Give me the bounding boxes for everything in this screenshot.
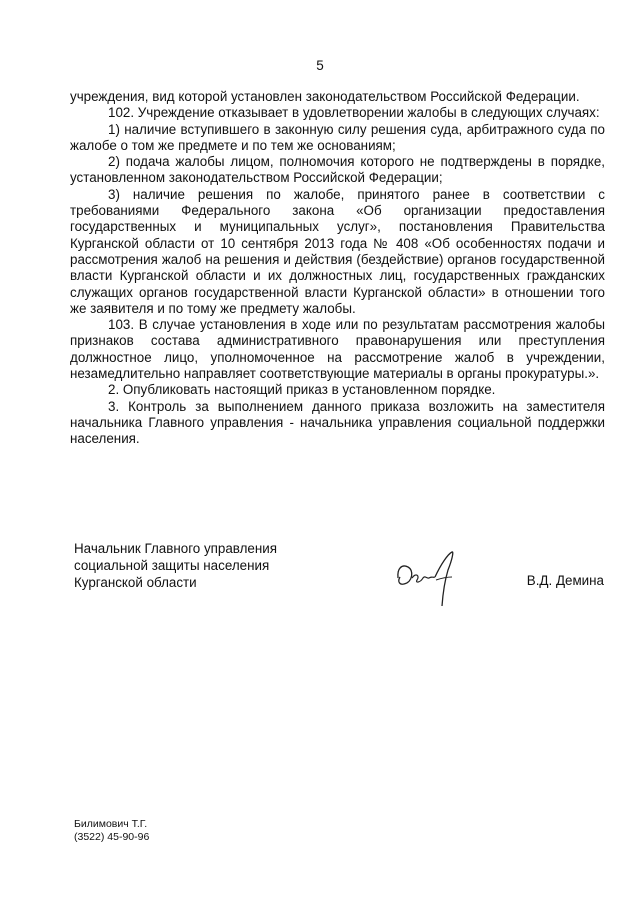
- document-body: [70, 89, 605, 448]
- paragraph: 3) наличие решения по жалобе, принятого ранее в соответствии с требованиями Федерального закона «Об организации предоставления государственных и муниципальных услуг», постановления Правительства Курганской области от 10 сентября 2013 года № 408 «Об особенностях подачи и рассмотрения жалоб на решения и действия (бездействие) органов государственной власти Курганской области и их должностных лиц, государственных гражданских служащих органов государственной власти Курганской области» в отношении того же заявителя и по тому же предмету жалобы.: [70, 186, 605, 316]
- page-number: 5: [316, 58, 324, 73]
- executor-info: [74, 818, 149, 844]
- paragraph: 3. Контроль за выполнением данного приказа возложить на заместителя начальника Главного управления - начальника управления социальной поддержки населения.: [70, 398, 605, 447]
- paragraph: 102. Учреждение отказывает в удовлетворении жалобы в следующих случаях:: [108, 105, 600, 121]
- paragraph: 2) подача жалобы лицом, полномочия которого не подтверждены в порядке, установленном законодательством Российской Федерации;: [70, 154, 605, 186]
- signatory-position: [74, 540, 277, 591]
- signatory-position-line: Курганской области: [74, 575, 197, 590]
- paragraph: учреждения, вид которой установлен законодательством Российской Федерации.: [70, 89, 580, 104]
- handwritten-signature: [392, 548, 462, 610]
- signatory-name: В.Д. Демина: [526, 573, 604, 588]
- paragraph: 103. В случае установления в ходе или по результатам рассмотрения жалобы признаков состава административного правонарушения или преступления должностное лицо, уполномоченное на рассмотрение жалоб в учреждении, незамедлительно направляет соответствующие материалы в органы прокуратуры.».: [70, 317, 605, 382]
- executor-phone: (3522) 45-90-96: [74, 831, 150, 843]
- signatory-position-line: социальной защиты населения: [74, 558, 270, 573]
- paragraph: 1) наличие вступившего в законную силу решения суда, арбитражного суда по жалобе о том же предмете и по тем же основаниям;: [70, 121, 605, 153]
- paragraph: 2. Опубликовать настоящий приказ в установленном порядке.: [108, 382, 496, 398]
- executor-name: Билимович Т.Г.: [74, 818, 148, 830]
- signatory-position-line: Начальник Главного управления: [74, 541, 277, 556]
